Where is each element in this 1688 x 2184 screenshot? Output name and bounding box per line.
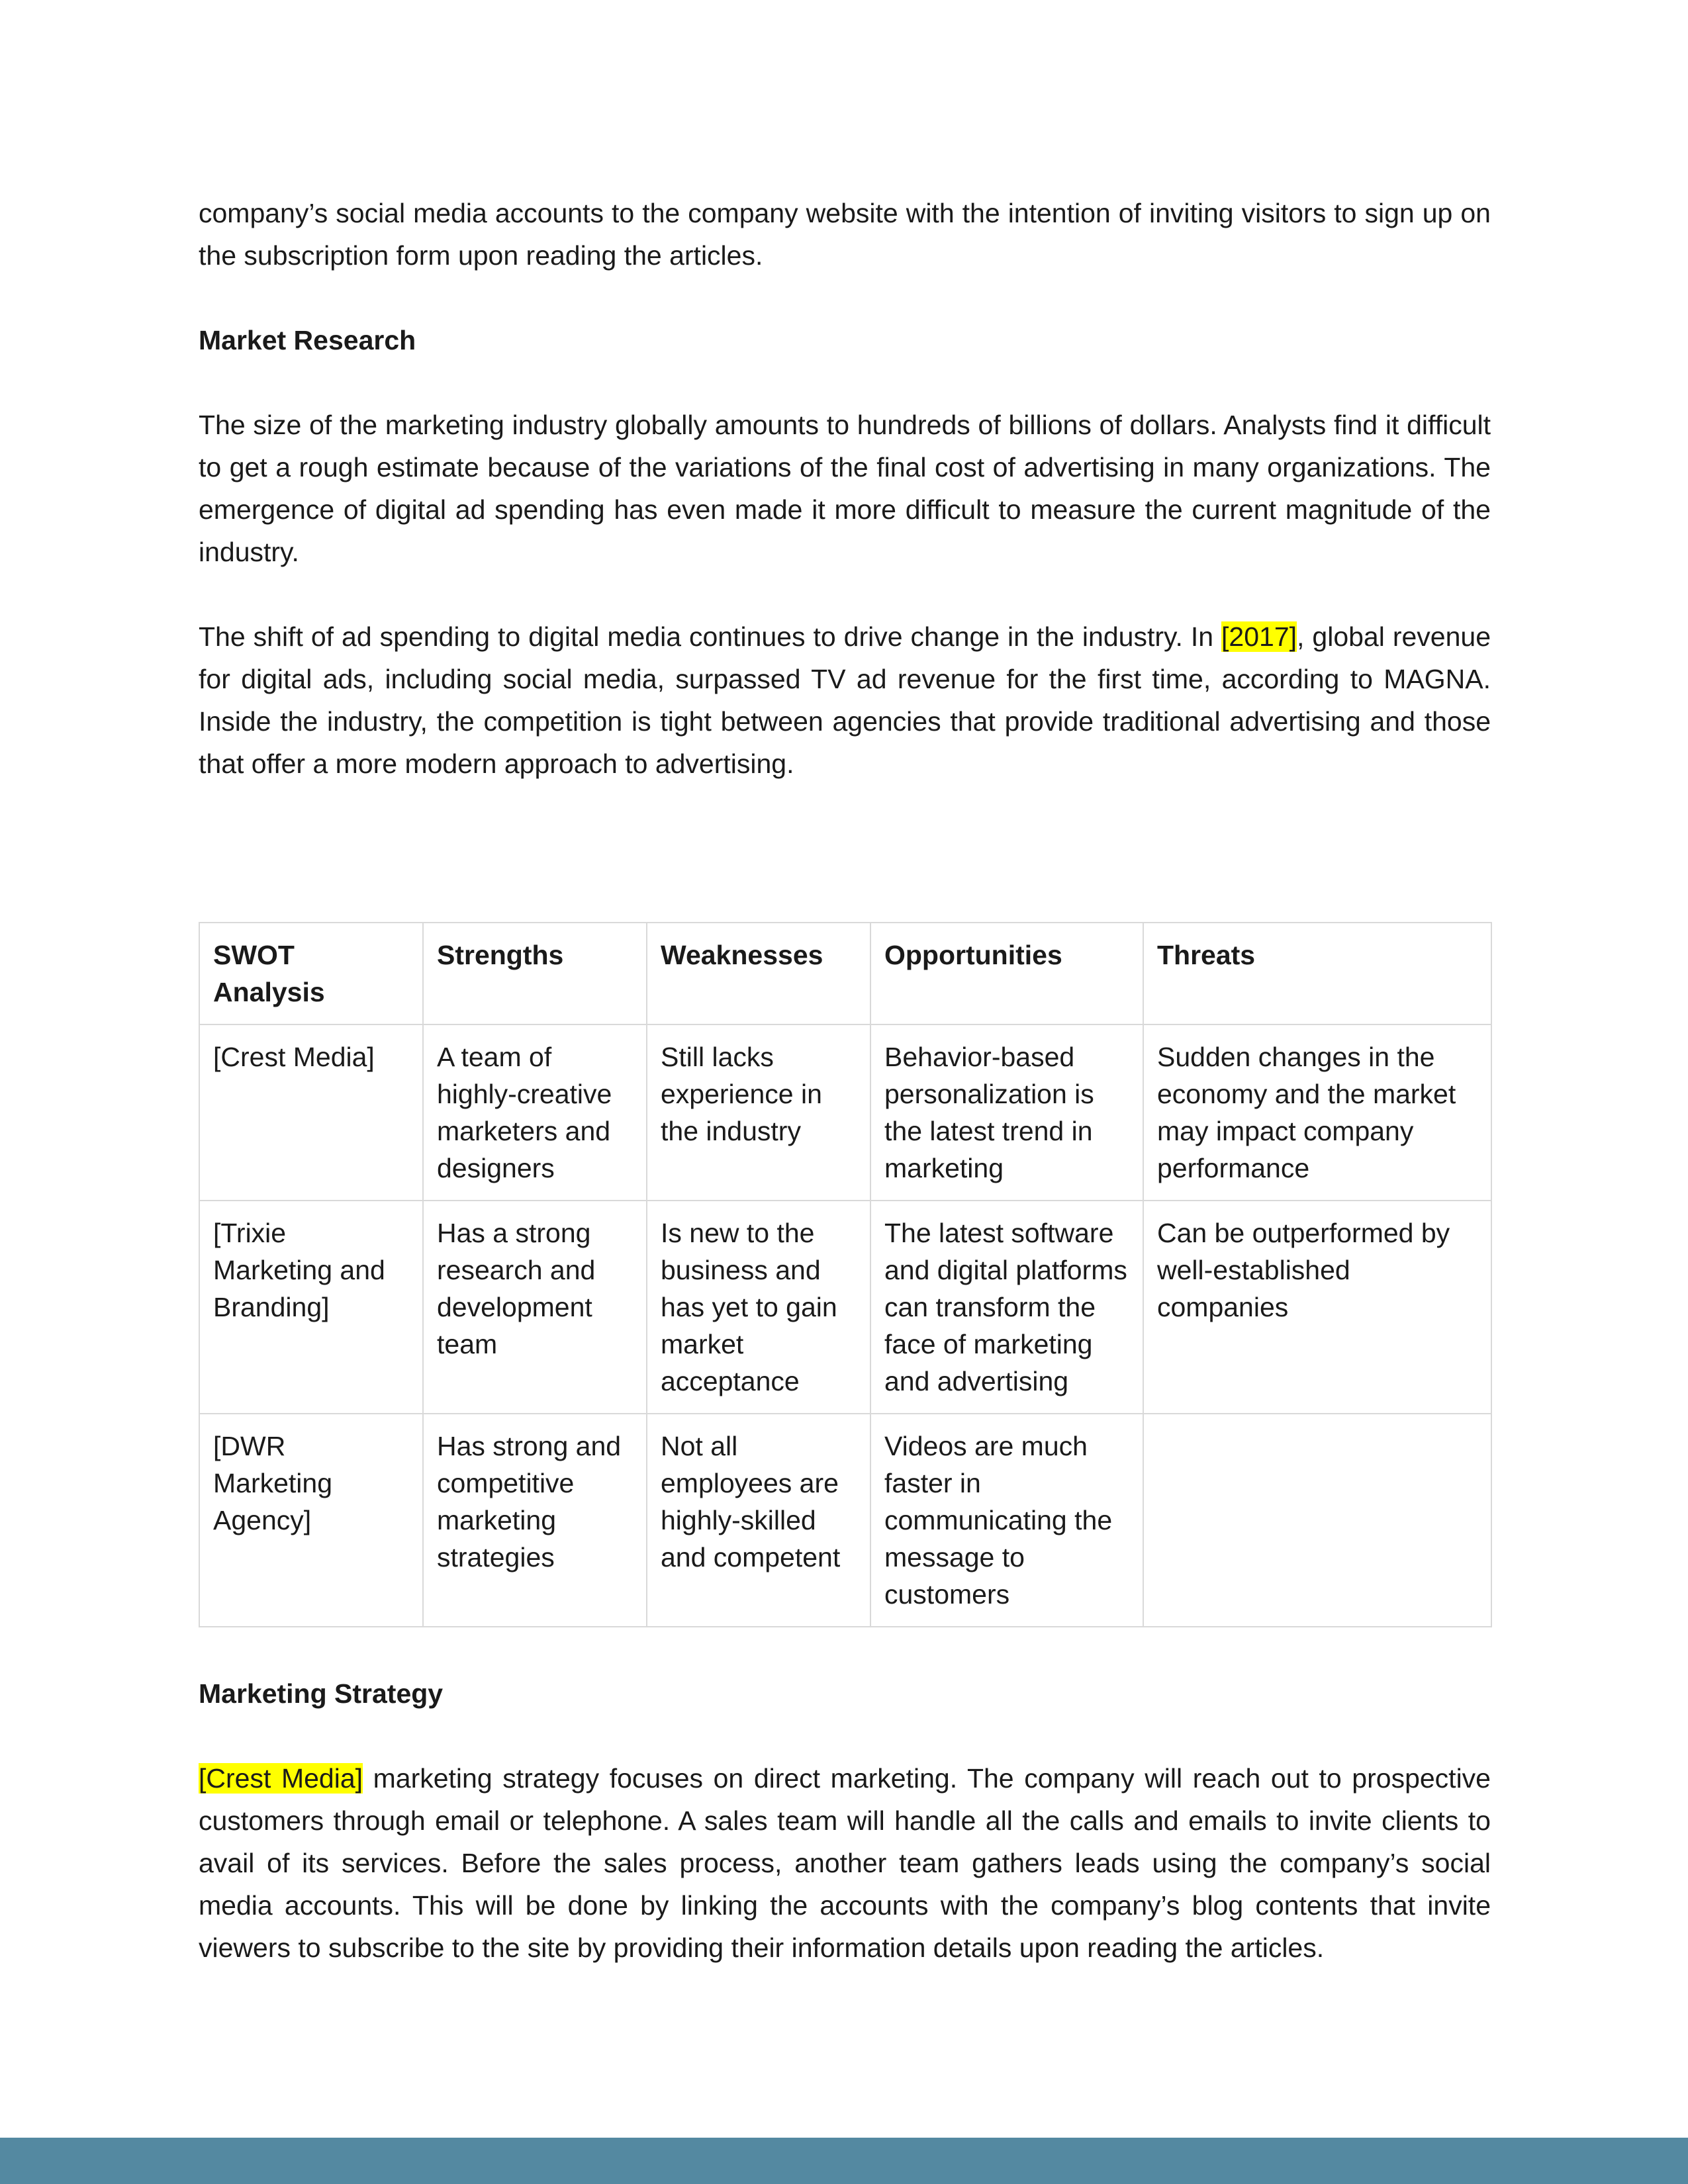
swot-header-opportunities: Opportunities xyxy=(870,923,1143,1024)
swot-header-weaknesses: Weaknesses xyxy=(647,923,870,1024)
marketing-strategy-paragraph xyxy=(199,1757,1491,1969)
company-name-cell: [Trixie Marketing and Branding] xyxy=(199,1201,423,1414)
company-name-cell: [DWR Marketing Agency] xyxy=(199,1414,423,1627)
intro-continuation-paragraph: company’s social media accounts to the company website with the intention of inviting visitors to sign up on the subscription form upon reading the articles. xyxy=(199,198,1491,271)
swot-header-analysis: SWOT Analysis xyxy=(199,923,423,1024)
marketing-strategy-section xyxy=(199,1672,1491,1969)
company-name-cell: [Crest Media] xyxy=(199,1024,423,1201)
swot-header-threats: Threats xyxy=(1143,923,1491,1024)
swot-header-row xyxy=(199,923,1491,1024)
strengths-cell: A team of highly-creative marketers and designers xyxy=(423,1024,647,1201)
weaknesses-cell: Still lacks experience in the industry xyxy=(647,1024,870,1201)
table-row xyxy=(199,1414,1491,1627)
swot-header-strengths: Strengths xyxy=(423,923,647,1024)
strengths-cell: Has a strong research and development team xyxy=(423,1201,647,1414)
strengths-cell: Has strong and competitive marketing strategies xyxy=(423,1414,647,1627)
swot-analysis-table xyxy=(199,922,1492,1627)
weaknesses-cell: Is new to the business and has yet to gain market acceptance xyxy=(647,1201,870,1414)
digital-shift-text-end: , global revenue for digital ads, including social media, surpassed TV ad revenue for the first time, according to MAGNA. Inside the industry, the competition is tight between agencies that provide traditional advertising and those that offer a more modern approach to advertising. xyxy=(199,621,1491,779)
opportunities-cell: Videos are much faster in communicating the message to customers xyxy=(870,1414,1143,1627)
marketing-strategy-heading: Marketing Strategy xyxy=(199,1678,444,1709)
year-placeholder-highlight: [2017] xyxy=(1221,621,1297,652)
footer-color-band xyxy=(0,2138,1688,2184)
threats-cell: Can be outperformed by well-established companies xyxy=(1143,1201,1491,1414)
table-row xyxy=(199,1024,1491,1201)
digital-shift-text-start: The shift of ad spending to digital media continues to drive change in the industry. In xyxy=(199,621,1222,652)
weaknesses-cell: Not all employees are highly-skilled and competent xyxy=(647,1414,870,1627)
company-placeholder-highlight: [Crest Media] xyxy=(199,1763,363,1794)
threats-cell: Sudden changes in the economy and the market may impact company performance xyxy=(1143,1024,1491,1201)
table-row xyxy=(199,1201,1491,1414)
opportunities-cell: The latest software and digital platforms can transform the face of marketing and advertising xyxy=(870,1201,1143,1414)
market-research-heading: Market Research xyxy=(199,325,416,355)
marketing-strategy-text: marketing strategy focuses on direct marketing. The company will reach out to prospective customers through email or telephone. A sales team will handle all the calls and emails to invite clients to avail of its services. Before the sales process, another team gathers leads using the company’s social media accounts. This will be done by linking the accounts with the company’s blog contents that invite viewers to subscribe to the site by providing their information details upon reading the articles. xyxy=(199,1763,1491,1963)
page-content xyxy=(199,192,1491,827)
threats-cell xyxy=(1143,1414,1491,1627)
opportunities-cell: Behavior-based personalization is the latest trend in marketing xyxy=(870,1024,1143,1201)
digital-shift-paragraph xyxy=(199,615,1491,785)
market-size-paragraph: The size of the marketing industry globally amounts to hundreds of billions of dollars. Analysts find it difficult to get a rough estimate because of the variations of the final cost of advertising in many organizations. The emergence of digital ad spending has even made it more difficult to measure the current magnitude of the industry. xyxy=(199,410,1491,567)
